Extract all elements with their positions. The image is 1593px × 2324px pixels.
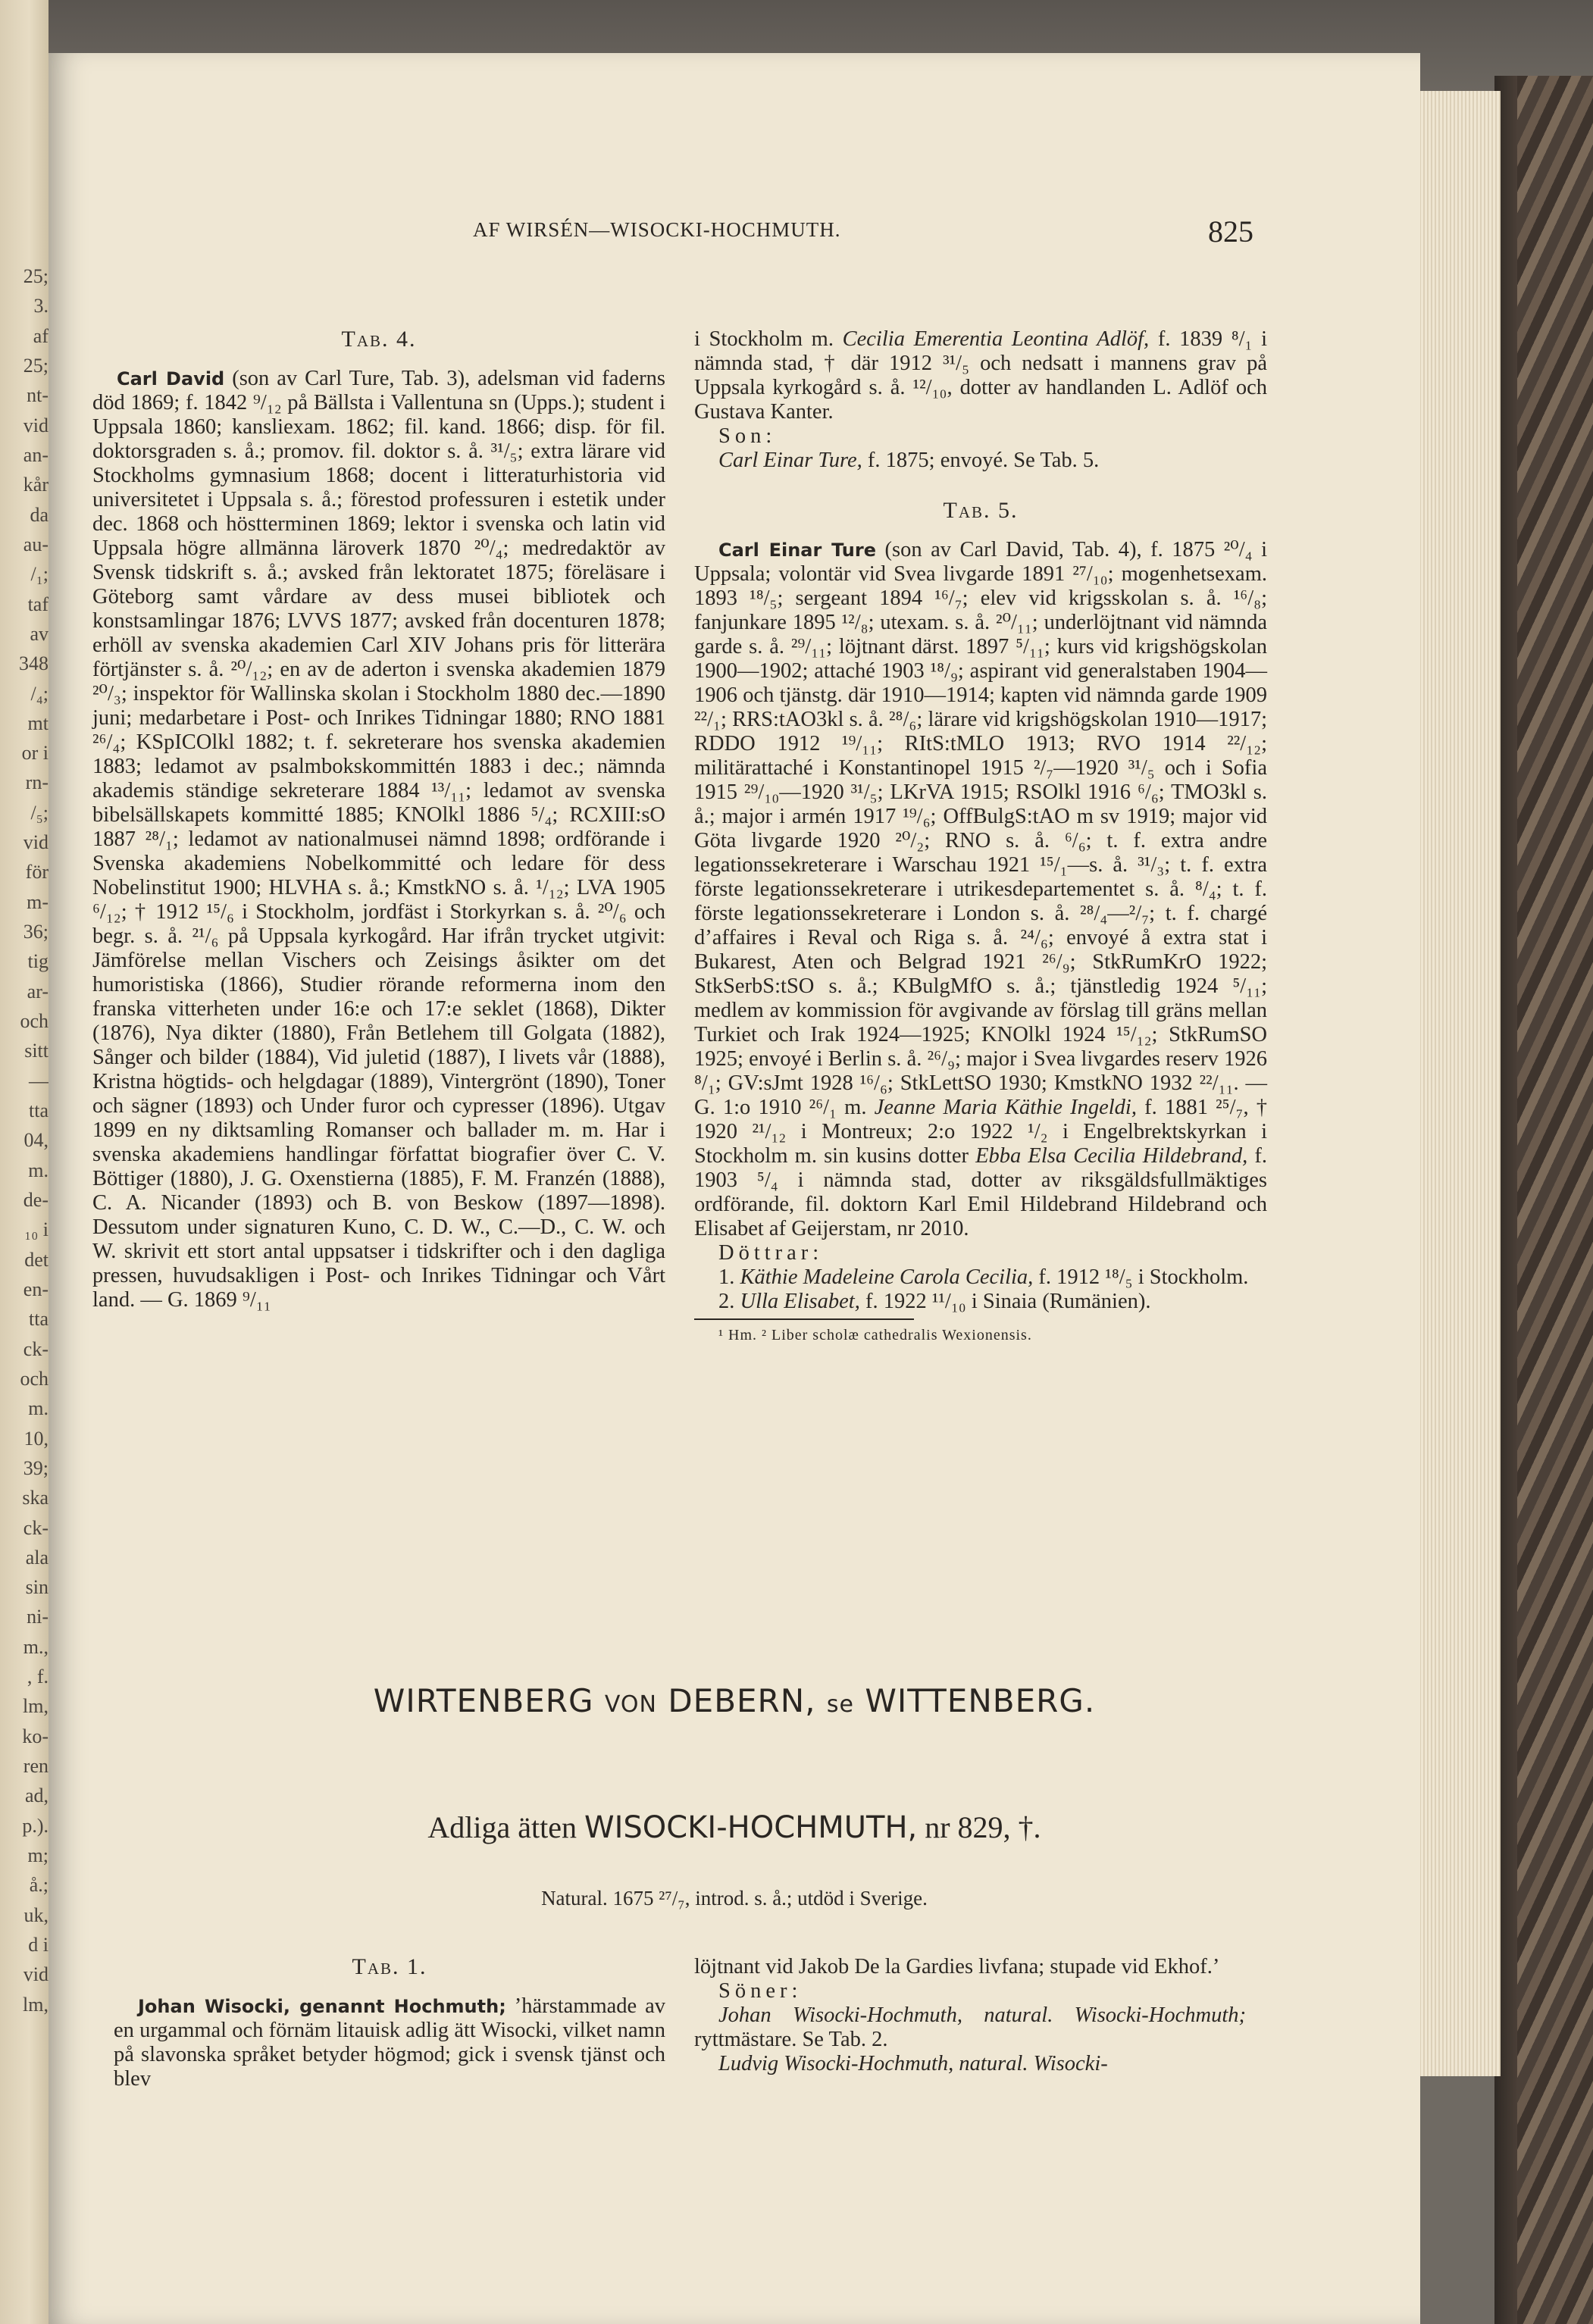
edge-fragment: , f. [27,1666,49,1688]
edge-fragment: lm, [23,1993,49,2016]
person-name: Johan Wisocki, genannt Hochmuth; [138,1996,506,2017]
edge-fragment: au- [23,533,49,555]
edge-fragment: ska [22,1487,49,1509]
edge-fragment: nt- [27,384,49,407]
daughter-2-text: f. 1922 ¹¹/₁₀ i Sinaia (Rumänien). [865,1290,1151,1313]
edge-fragment: m; [27,1844,49,1867]
entry-johan-wisocki [114,1994,665,2091]
daughter-2-number: 2. [718,1290,735,1313]
continued-entry [694,327,1267,424]
edge-fragment: 36; [23,921,49,943]
entry-text: (son av Carl Ture, Tab. 3), adelsman vid faderns död 1869; f. 1842 ⁹/₁₂ på Bällsta i Vallentuna sn (Upps.); student i Uppsala 1860; kansliexam. 1862; fil. kand. 1866; disp. för fil. doktorsgraden s. å.; promov. fil. doktor s. å. ³¹/₅; extra lärare vid Stockholms gymnasium 1868; docent i litteraturhistoria vid universitetet i Uppsala s. å.; förestod professuren i estetik under dec. 1868 och höstterminen 1869; lektor i svenska och latin vid Uppsala högre allmänna läroverk 1870 ²⁰/₄; medredaktör av Svensk tidskrift s. å.; avsked från lektoratet 1875; föreläsare i Göteborg samt vårdare av dess musei bibliotek och konstsamlingar 1876; LVVS 1877; avsked från docenturen 1878; erhöll av svenska akademien Carl XIV Johans pris för litterära förtjänster s. å. ²⁰/₁₂; en av de aderton i svenska akademien 1879 ²⁰/₃; inspektor för Wallinska skolan i Stockholm 1880 dec.—1890 juni; medarbetare i Post- och Inrikes Tidningar 1880; RNO 1881 ²⁶/₄; KSpICOlkl 1882; t. f. sekreterare hos svenska akademien 1883; ledamot av psalmbokskommittén 1883 i dec.; nämnda akademis ständige sekreterare 1884 ¹³/₁₁; ledamot av svenska bibelsällskapets kommitté 1885; KNOlkl 1886 ⁵/₄; RCXIII:sO 1887 ²⁸/₁; ledamot av nationalmusei nämnd 1898; ordförande i Svenska akademiens Nobelkommitté och ledare för dess Nobelinstitut 1900; HLVHA s. å.; KmstkNO s. å. ¹/₁₂; LVA 1905 ⁶/₁₂; † 1912 ¹⁵/₆ i Stockholm, jordfäst i Storkyrkan s. å. ²⁰/₆ och begr. s. å. ²¹/₆ på Uppsala kyrkogård. Har ifrån trycket utgivit: Jämförelse mellan Vischers och Zeisings åsikter om det humoristiska (1866), Studier rörande reformerna inom den franska vitterheten under 16:e och 17:e seklet (1868), Dikter (1876), Nya dikter (1880), Från Betlehem till Golgata (1882), Sånger och bilder (1884), Vid juletid (1887), I livets vår (1888), Kristna högtids- och helgdagar (1889), Vintergrönt (1890), Toner och sägner (1893) och Under furor och cypresser (1896). Utgav 1899 en ny diktsamling Romanser och ballader m. m. Har i svenska akademiens handlingar författat biografier över C. V. Böttiger (1880), J. G. Oxenstierna (1885), F. M. Franzén (1888), C. A. Nicander (1893) och B. von Beskow (1897—1898). Dessutom under signaturen Kuno, C. D. W., C.—D., C. W. och W. skrivit ett stort antal uppsatser i tidskrifter och i den dagliga pressen, huvudsakligen i Post- och Inrikes Tidningar och Vårt land. — G. 1869 ⁹/₁₁ [92,367,666,1312]
edge-fragment: ren [23,1755,49,1778]
son-name: Carl Einar Ture, [718,449,862,472]
tab-5-heading: Tab. 5. [943,498,1019,523]
edge-fragment: tta [29,1308,49,1331]
edge-fragment: m. [28,1159,49,1181]
son-1-name: Johan Wisocki-Hochmuth, natural. Wisocki-Hochmuth; [718,2003,1246,2027]
heading-subtitle: Natural. 1675 ²⁷/₇, introd. s. å.; utdöd i Sverige. [541,1887,928,1910]
edge-fragment: p.). [22,1814,49,1837]
edge-fragment: ck- [23,1516,49,1539]
son-2-name: Ludvig Wisocki-Hochmuth, natural. Wisocki- [718,2052,1108,2075]
heading-von: VON [604,1691,657,1718]
edge-fragment: m- [27,890,49,913]
entry-text: (son av Carl David, Tab. 4), f. 1875 ²⁰/₄ i Uppsala; volontär vid Svea livgarde 1891 ²⁷/₁₀; mogenhetsexam. 1893 ¹⁸/₅; sergeant 1894 ¹⁶/₇; elev vid krigsskolan s. å. ¹⁶/₈; fanjunkare 1895 ¹²/₈; utexam. s. å. ²⁰/₁₁; underlöjtnant vid nämnda garde s. å. ²⁹/₁₁; löjtnant därst. 1897 ⁵/₁₁; kurs vid krigshögskolan 1900—1902; attaché 1903 ¹⁸/₉; aspirant vid generalstaben 1904—1906 och tjänstg. där 1910—1914; kapten vid nämnda garde 1909 ²²/₁; RRS:tAO3kl s. å. ²⁸/₆; lärare vid krigshögskolan 1910—1917; RDDO 1912 ¹⁹/₁₁; RItS:tMLO 1913; RVO 1914 ²²/₁₂; militärattaché i Konstantinopel 1915 ²/₇—1920 ³¹/₅ och i Sofia 1915 ²⁹/₁₀—1920 ³¹/₅; LKrVA 1915; RSOlkl 1916 ⁶/₆; TMO3kl s. å.; major i armén 1917 ¹⁹/₆; OffBulgS:tAO m sv 1919; major vid Göta livgarde 1920 ²⁰/₂; RNO s. å. ⁶/₆; t. f. extra andre legationssekreterare i Warschau 1921 ¹⁵/₁—s. å. ³¹/₃; t. f. extra förste legationssekreterare i utrikesdepartementet s. å. ⁸/₄; t. f. förste legationssekreterare i London s. å. ²⁸/₄—²/₇; t. f. chargé d’affaires i Reval och Riga s. å. ²⁴/₆; envoyé å extra stat i Bukarest, Aten och Belgrad 1921 ²⁶/₉; StkRumKrO 1922; StkSerbS:tSO s. å.; KBulgMfO s. å.; tjänstledig 1924 ⁵/₁₁; medlem av kommission för avgivande av förslag till gräns mellan Turkiet och Irak 1924—1925; KNOlkl 1924 ¹⁵/₁₂; StkRumSO 1925; envoyé i Berlin s. å. ²⁶/₉; major i Svea livgardes reserv 1926 ⁸/₁; GV:sJmt 1928 ¹⁶/₆; StkLettSO 1930; KmstkNO 1932 ²²/₁₁. — G. 1:o 1910 ²⁶/₁ m. [694,538,1267,1119]
footnote: ¹ Hm. ² Liber scholæ cathedralis Wexionensis. [718,1327,1032,1343]
edge-fragment: vid [23,414,49,436]
edge-fragment: /₁; [30,563,49,586]
tab-4-heading: Tab. 4. [341,327,417,352]
heading-debern: DEBERN, [668,1682,816,1719]
edge-fragment: kår [23,474,49,496]
edge-fragment: uk, [23,1903,49,1926]
book-cover-edge [1494,76,1593,2324]
tab-1-heading: Tab. 1. [352,1954,427,1979]
edge-fragment: /₅; [30,801,49,824]
edge-fragment: rn- [25,771,49,794]
edge-fragment: 10, [23,1427,49,1450]
entry-text: ’härstammade av en urgammal och förnäm litauisk adlig ätt Wisocki, vilket namn på slavonska språket betyder högmod; gick i svensk tjänst och blev [114,1994,666,2091]
edge-fragment: da [30,503,49,526]
page-header [49,214,1420,264]
heading-wirtenberg [49,1682,1420,1719]
edge-fragment: vid [23,1963,49,1986]
book-page [49,53,1420,2324]
bottom-left-column [114,1955,665,2091]
wife-name: Cecilia Emerentia Leontina Adlöf, [842,327,1150,351]
son-1-text: ryttmästare. Se Tab. 2. [694,2028,888,2051]
edge-fragment: ar- [27,980,49,1002]
edge-fragment: /₄; [30,682,49,705]
edge-fragment: m., [23,1635,49,1658]
footnote-rule [694,1318,914,1320]
bottom-right-column [694,1955,1246,2076]
edge-fragment: 39; [23,1456,49,1479]
entry-carl-david [92,367,665,1312]
edge-fragment: 348 [19,652,49,675]
edge-fragment: 25; [23,354,49,377]
edge-fragment: af [33,324,49,347]
wife1-name: Jeanne Maria Käthie Ingeldi, [874,1096,1137,1119]
edge-fragment: vid [23,831,49,854]
edge-fragment: 3. [33,295,49,317]
edge-fragment: ni- [27,1606,49,1628]
edge-fragment: av [30,622,49,645]
heading-wisocki [49,1809,1420,1845]
edge-fragment: — [29,1069,49,1092]
page-stack-edge [1410,91,1501,2076]
daughter-1-name: Käthie Madeleine Carola Cecilia, [740,1265,1034,1289]
son-entry [694,449,1267,473]
previous-page-edge [0,0,49,2324]
edge-fragment: d i [28,1934,49,1956]
edge-fragment: och [20,1010,49,1033]
edge-fragment: en- [23,1278,49,1300]
daughters-label: Döttrar: [718,1241,824,1265]
heading-target: WITTENBERG. [865,1682,1096,1719]
edge-fragment: ad, [24,1784,49,1807]
edge-fragment: ₁₀ i [24,1218,49,1241]
cont-pre: i Stockholm m. [694,327,834,351]
edge-fragment: 04, [23,1129,49,1152]
edge-fragment: och [20,1367,49,1390]
right-column [694,327,1267,1347]
edge-fragment: or i [21,742,49,765]
edge-fragment: sitt [24,1040,49,1062]
edge-fragment: det [24,1248,49,1271]
sons-label: Söner: [718,1979,803,2003]
heading-se: se [826,1691,854,1718]
edge-fragment: m. [28,1397,49,1420]
page-number: 825 [1208,214,1253,249]
wife2-text: f. 1903 ⁵/₄ i nämnda stad, dotter av riksgäldsfullmäktiges ordförande, fil. doktorn Karl Emil Hildebrand Hildebrand och Elisabet af Geijerstam, nr 2010. [694,1144,1268,1240]
edge-fragment: tig [27,950,49,973]
edge-fragment: taf [27,593,49,615]
edge-fragment: 25; [23,265,49,287]
son-1 [694,2003,1246,2052]
heading-number: nr 829, †. [925,1810,1041,1844]
daughter-1-text: f. 1912 ¹⁸/₅ i Stockholm. [1038,1265,1249,1289]
edge-fragment: ck- [23,1337,49,1360]
daughter-1-number: 1. [718,1265,735,1289]
edge-fragment: lm, [23,1695,49,1718]
daughter-2-name: Ulla Elisabet, [740,1290,860,1313]
son-2 [694,2052,1246,2076]
daughter-1 [694,1265,1267,1290]
wife1-text: f. 1881 ²⁵/₇, † 1920 ²¹/₁₂ i Montreux; 2:o 1922 ¹/₂ i Engelbrektskyrkan i Stockholm m. sin kusins dotter [694,1096,1268,1168]
heading-wirtenberg-name: WIRTENBERG [373,1682,594,1719]
edge-fragment: an- [23,443,49,466]
edge-fragment: ala [25,1546,49,1569]
cont-post: f. 1839 ⁸/₁ i nämnda stad, † där 1912 ³¹/₅ och nedsatt i mannens grav på Uppsala kyrkogård s. å. ¹²/₁₀, dotter av handlanden L. Adlöf och Gustava Kanter. [694,327,1268,424]
daughter-2 [694,1290,1267,1314]
wife2-name: Ebba Elsa Cecilia Hildebrand, [975,1144,1248,1168]
edge-fragment: de- [23,1188,49,1211]
edge-fragment: å.; [29,1874,49,1897]
son-text: f. 1875; envoyé. Se Tab. 5. [867,449,1100,472]
edge-fragment: ko- [22,1725,49,1747]
running-title: AF WIRSÉN—WISOCKI-HOCHMUTH. [473,218,841,241]
person-name: Carl David [117,368,225,389]
left-column [92,327,665,1312]
heading-prefix: Adliga ätten [427,1810,577,1844]
continued-entry: löjtnant vid Jakob De la Gardies livfana; stupade vid Ekhof.’ [694,1955,1220,1978]
entry-carl-einar-ture [694,538,1267,1241]
son-label: Son: [718,424,777,448]
edge-fragment: mt [27,712,49,734]
edge-fragment: tta [29,1099,49,1122]
edge-fragment: för [25,861,49,884]
edge-fragment: sin [25,1576,49,1599]
person-name: Carl Einar Ture [718,540,877,561]
heading-family-name: WISOCKI-HOCHMUTH, [584,1810,918,1845]
